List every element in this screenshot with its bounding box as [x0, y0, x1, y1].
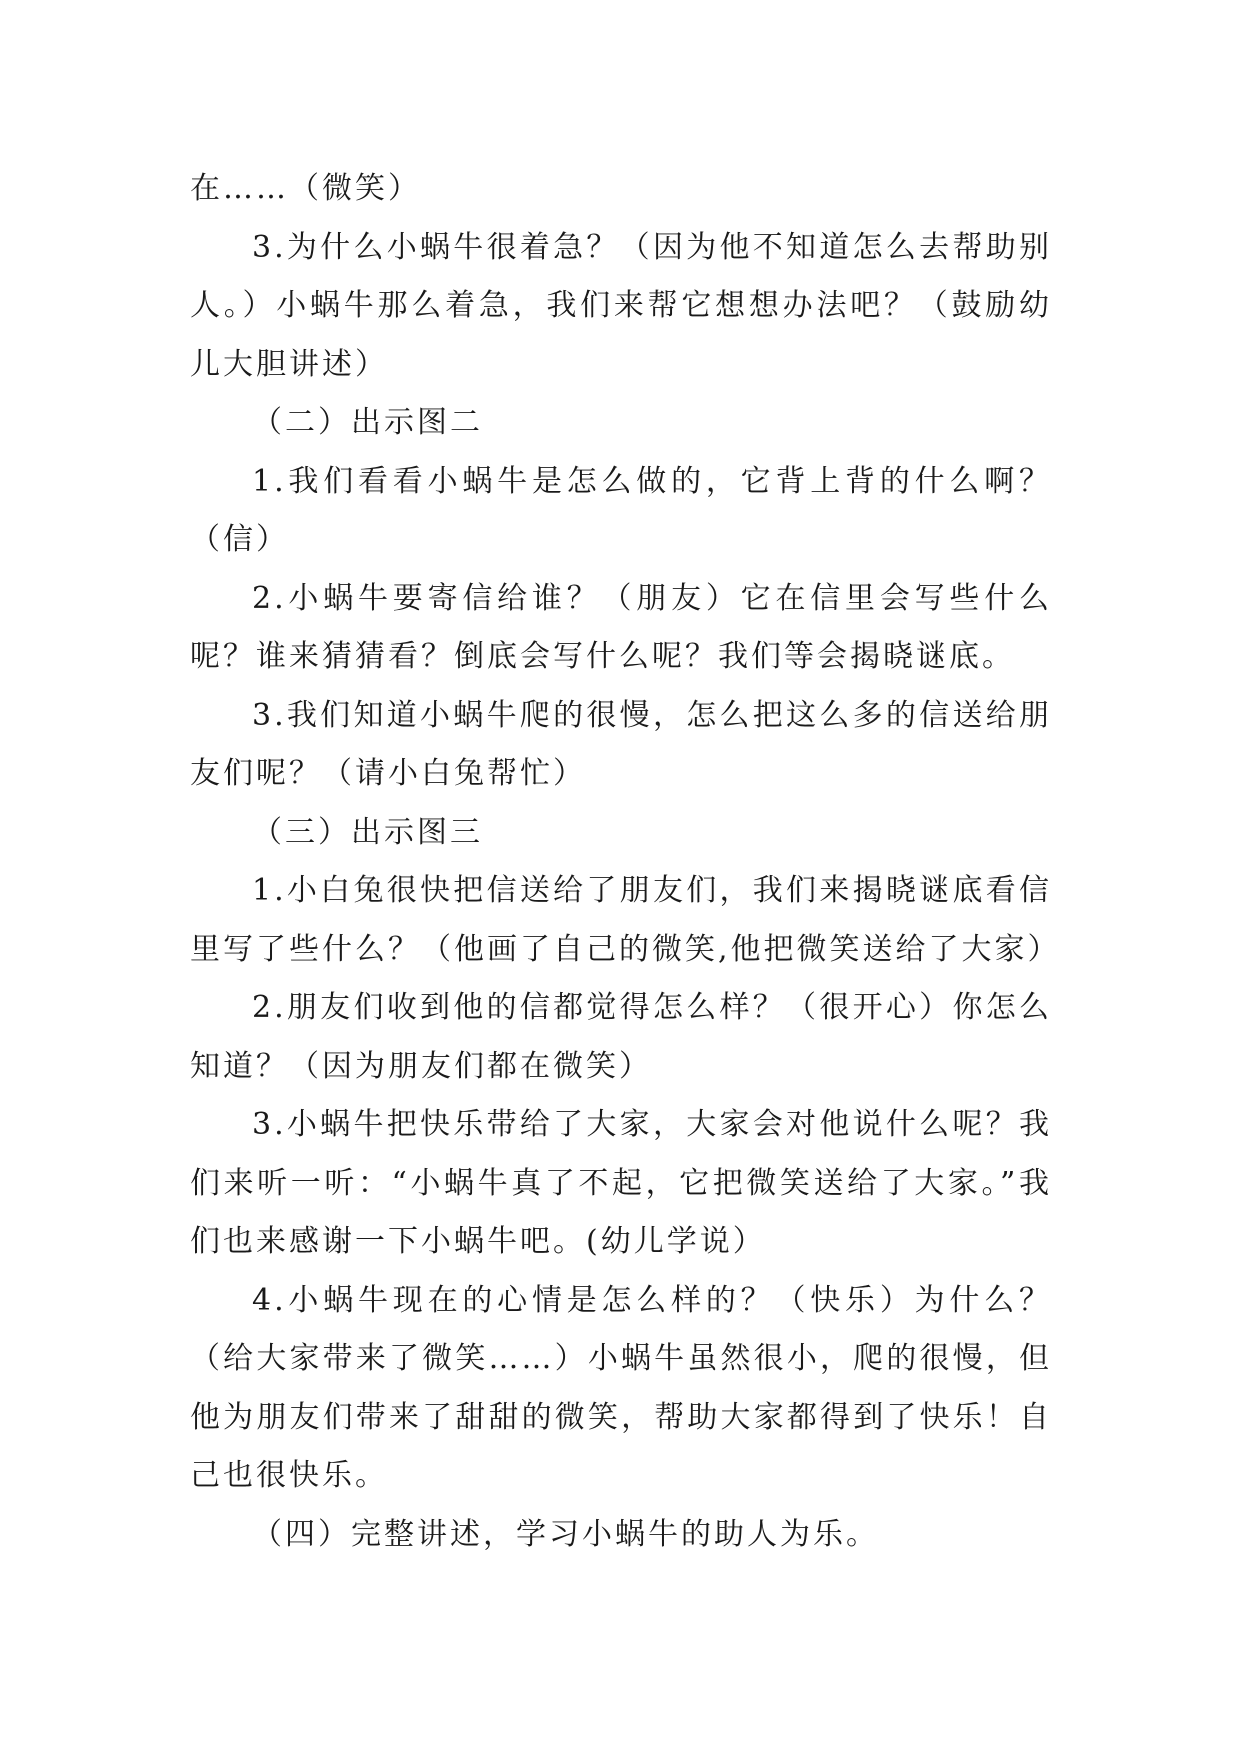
paragraph-question-2b: 2.朋友们收到他的信都觉得怎么样？（很开心）你怎么知道？（因为朋友们都在微笑）	[190, 990, 1052, 1084]
section-heading-4: （四）完整讲述，学习小蜗牛的助人为乐。	[252, 1516, 879, 1552]
section-heading-3: （三）出示图三	[252, 814, 483, 850]
paragraph-question-3: 3.为什么小蜗牛很着急？（因为他不知道怎么去帮助别人。）小蜗牛那么着急，我们来帮它想想办法吧？（鼓励幼儿大胆讲述）	[190, 229, 1052, 382]
paragraph-question-4: 4.小蜗牛现在的心情是怎么样的？（快乐）为什么？（给大家带来了微笑……）小蜗牛虽然很小，爬的很慢，但他为朋友们带来了甜甜的微笑，帮助大家都得到了快乐！自己也很快乐。	[190, 1282, 1052, 1493]
document-body	[190, 160, 1061, 1564]
paragraph-question-1b: 1.小白兔很快把信送给了朋友们，我们来揭晓谜底看信里写了些什么？（他画了自己的微笑,他把微笑送给了大家）	[190, 873, 1061, 967]
paragraph-continuation: 在……（微笑）	[190, 171, 421, 206]
paragraph-question-2: 2.小蜗牛要寄信给谁？（朋友）它在信里会写些什么呢？谁来猜猜看？倒底会写什么呢？我们等会揭晓谜底。	[190, 580, 1052, 674]
paragraph-question-3c: 3.小蜗牛把快乐带给了大家，大家会对他说什么呢？我们来听一听：“小蜗牛真了不起，它把微笑送给了大家。”我们也来感谢一下小蜗牛吧。(幼儿学说）	[190, 1107, 1052, 1259]
paragraph-question-1: 1.我们看看小蜗牛是怎么做的，它背上背的什么啊？（信）	[190, 463, 1052, 557]
paragraph-question-3b: 3.我们知道小蜗牛爬的很慢，怎么把这么多的信送给朋友们呢？（请小白兔帮忙）	[190, 697, 1052, 791]
section-heading-2: （二）出示图二	[252, 405, 483, 440]
